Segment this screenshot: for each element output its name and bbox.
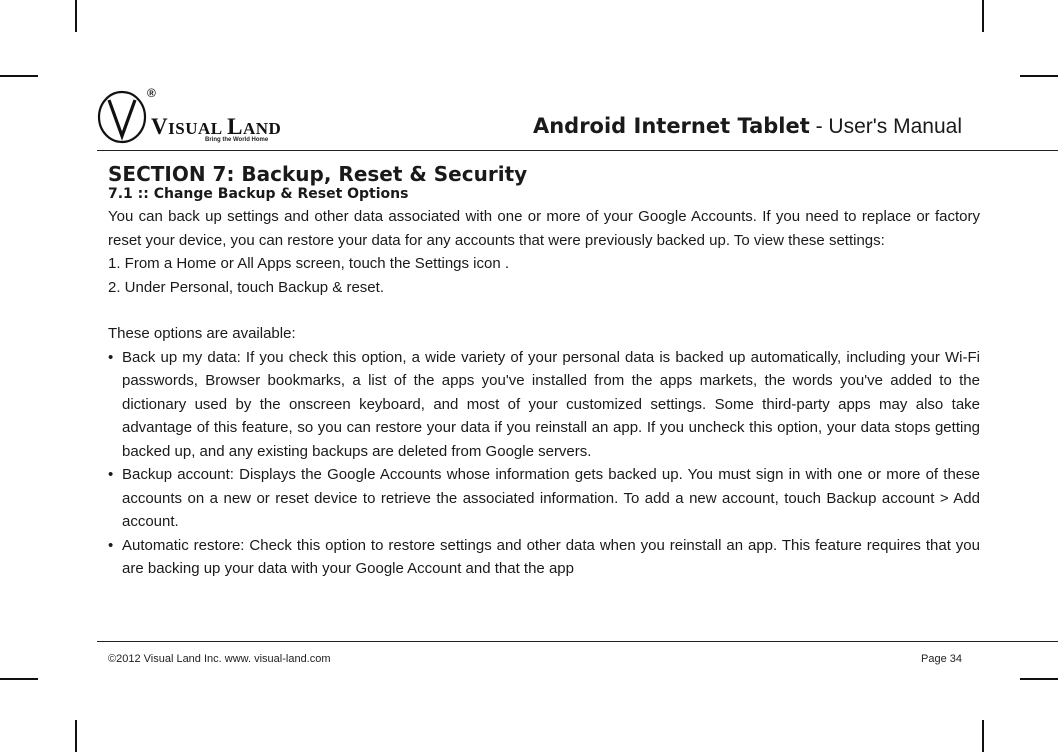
step-item: 1. From a Home or All Apps screen, touch the Settings icon . (108, 255, 510, 272)
footer-rule (97, 641, 1058, 642)
option-item: • Back up my data: If you check this option, a wide variety of your personal data is backed up automatically, including your Wi-Fi passwords, Browser bookmarks, a list of the apps you've installed from the apps markets, the words you've added to the dictionary used by the onscreen keyboard, and most of your customized settings. Some third-party apps may also take advantage of this feature, so you can restore your data if you reinstall an app. If you uncheck this option, your data stops getting backed up, and any existing backups are deleted from Google servers. (108, 346, 980, 464)
brand-tagline: Bring the World Home (205, 137, 269, 143)
options-list (108, 346, 980, 581)
option-item: • Automatic restore: Check this option to restore settings and other data when you reinstall an app. This feature requires that you are backing up your data with your Google Account and that the app (108, 534, 980, 581)
crop-mark-bottom-right (982, 720, 984, 752)
v-circle-logo-icon (97, 88, 151, 144)
paragraph-gap (108, 299, 980, 322)
brand-part-and: AND (242, 119, 282, 138)
section-title: SECTION 7: Backup, Reset & Security (108, 162, 528, 186)
options-intro: These options are available: (108, 325, 296, 342)
crop-mark-right-lower (1020, 678, 1058, 680)
crop-mark-top-right (982, 0, 984, 32)
crop-mark-left-lower (0, 678, 38, 680)
brand-part-isual: ISUAL (168, 119, 223, 138)
step-item: 2. Under Personal, touch Backup & reset. (108, 278, 384, 296)
brand-letter-l: L (227, 114, 243, 139)
option-item: • Backup account: Displays the Google Accounts whose information gets backed up. You must sign in with one or more of these accounts on a new or reset device to retrieve the associated information. To add a new account, touch Backup account > Add account. (108, 463, 980, 534)
header-rule (97, 150, 1058, 151)
page-number: Page 34 (921, 653, 962, 665)
registered-mark: ® (147, 86, 156, 100)
footer-copyright: ©2012 Visual Land Inc. www. visual-land.com (108, 653, 331, 665)
intro-paragraph: You can back up settings and other data associated with one or more of your Google Accounts. If you need to replace or factory reset your device, you can restore your data for any accounts that were previously backed up. To view these settings: (108, 208, 980, 249)
brand-letter-v: V (151, 114, 169, 139)
document-title-bold: Android Internet Tablet (532, 114, 810, 138)
subsection-title: 7.1 :: Change Backup & Reset Options (108, 186, 409, 202)
page-content (108, 163, 980, 581)
document-title (533, 114, 962, 139)
crop-mark-left-upper (0, 75, 38, 77)
crop-mark-right-upper (1020, 75, 1058, 77)
crop-mark-top-left (75, 0, 77, 32)
visual-land-logo (97, 86, 307, 148)
crop-mark-bottom-left (75, 720, 77, 752)
document-title-rest: - User's Manual (809, 115, 962, 138)
